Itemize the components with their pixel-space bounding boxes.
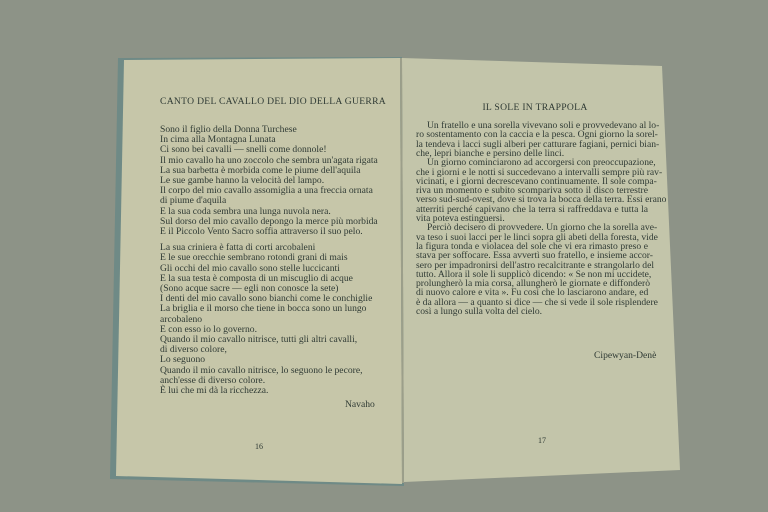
right-page-number: 17 <box>538 436 546 445</box>
right-page-title: IL SOLE IN TRAPPOLA <box>482 102 588 113</box>
poem-line: I denti del mio cavallo sono bianchi come le conchiglie <box>160 293 373 305</box>
poem-line: Le sue gambe hanno la velocità del lampo. <box>160 175 325 186</box>
poem-line: anch'esse di diverso colore. <box>160 374 266 386</box>
story-line: vicinati, e i giorni decrescevano continuamente. Il sole compa- <box>416 175 657 187</box>
poem-line: E la sua testa è composta di un miscuglio di acque <box>160 272 353 284</box>
poem-line: Sono il figlio della Donna Turchese <box>160 124 297 135</box>
story-line: ro sostentamento con la caccia e la pesca. Ogni giorno la sorel- <box>416 129 658 141</box>
poem-line: È lui che mi dà la ricchezza. <box>160 385 269 396</box>
poem-line: Ci sono bei cavalli — snelli come donnole! <box>160 144 327 156</box>
left-page-title: CANTO DEL CAVALLO DEL DIO DELLA GUERRA <box>160 96 387 107</box>
left-page-number: 16 <box>255 442 263 451</box>
story-line: va teso i suoi lacci per le linci sopra gli abeti della foresta, vide <box>416 231 658 243</box>
poem-line: E con esso io lo governo. <box>160 323 257 335</box>
poem-line: Gli occhi del mio cavallo sono stelle luccicanti <box>160 262 340 274</box>
poem-line: (Sono acque sacre — egli non conosce la sete) <box>160 283 339 294</box>
poem-line: In cima alla Montagna Lunata <box>160 134 276 146</box>
story-line: sero per impadronirsi dell'astro recalcitrante e strangolarlo del <box>416 259 655 271</box>
story-line: così a lungo sulla volta del cielo. <box>416 306 543 317</box>
poem-line: La sua criniera è fatta di corti arcobaleni <box>160 242 316 254</box>
poem-line: Il mio cavallo ha uno zoccolo che sembra un'agata rigata <box>160 154 378 166</box>
poem-line: Quando il mio cavallo nitrisce, lo seguono le pecore, <box>160 364 363 376</box>
story-line: di nuovo calore e vita ». Fu così che lo lasciarono andare, ed <box>416 287 649 299</box>
story-line: Perciò decisero di provvedere. Un giorno che la sorella ave- <box>427 222 658 234</box>
poem-line: di diverso colore, <box>160 344 227 356</box>
story-line: vita poteva estinguersi. <box>416 213 505 224</box>
story-line: che, lepri bianche e persino delle linci. <box>416 147 565 159</box>
story-line: verso sud-sud-ovest, dove si trova la bocca della terra. Essi erano <box>416 194 667 206</box>
poem-line: E le sue orecchie sembrano rotondi grani di mais <box>160 252 348 264</box>
story-line: tutto. Allora il sole li supplicò dicendo: « Se non mi uccidete, <box>416 268 652 280</box>
poem-line: Sul dorso del mio cavallo depongo la merce più morbida <box>160 215 378 227</box>
poem-line: E il Piccolo Vento Sacro soffia attraverso il suo pelo. <box>160 226 363 237</box>
story-line: atterriti perché capivano che la terra si raffreddava e tutta la <box>416 203 648 215</box>
story-line: Un fratello e una sorella vivevano soli e provvedevano al lo- <box>427 120 660 131</box>
story-line: Un giorno cominciarono ad accorgersi con preoccupazione, <box>427 157 656 169</box>
poem-line: Il corpo del mio cavallo assomiglia a una freccia ornata <box>160 185 373 197</box>
story-line: stava per soffocare. Essa avvertì suo fratello, e insieme accor- <box>416 250 653 262</box>
story-line: è da allora — a quanto si dice — che si vede il sole risplendere <box>416 296 658 308</box>
poem-line: Quando il mio cavallo nitrisce, tutti gli altri cavalli, <box>160 334 358 345</box>
right-attribution: Cipewyan-Denè <box>594 350 657 361</box>
poem-line: La briglia e il morso che tiene in bocca sono un lungo <box>160 303 367 315</box>
poem-line: arcobaleno <box>160 313 203 325</box>
poem-line: di piume d'aquila <box>160 195 227 207</box>
story-line: prolungherò la mia corsa, allungherò le giornate e diffonderò <box>416 278 650 290</box>
story-line: riva un momento e subito scompariva sotto il disco terrestre <box>416 185 648 197</box>
poem-line: La sua barbetta è morbida come le piume dell'aquila <box>160 164 361 176</box>
poem-line: Lo seguono <box>160 354 206 366</box>
left-attribution: Navaho <box>345 399 375 410</box>
poem-line: E la sua coda sembra una lunga nuvola nera. <box>160 205 331 217</box>
story-line: la figura tonda e violacea del sole che vi era rimasto preso e <box>416 240 648 252</box>
story-line: la tendeva i lacci sugli alberi per catturare fagiani, pernici bian- <box>416 138 660 150</box>
story-line: che i giorni e le notti si succedevano a intervalli sempre più rav- <box>416 166 663 178</box>
